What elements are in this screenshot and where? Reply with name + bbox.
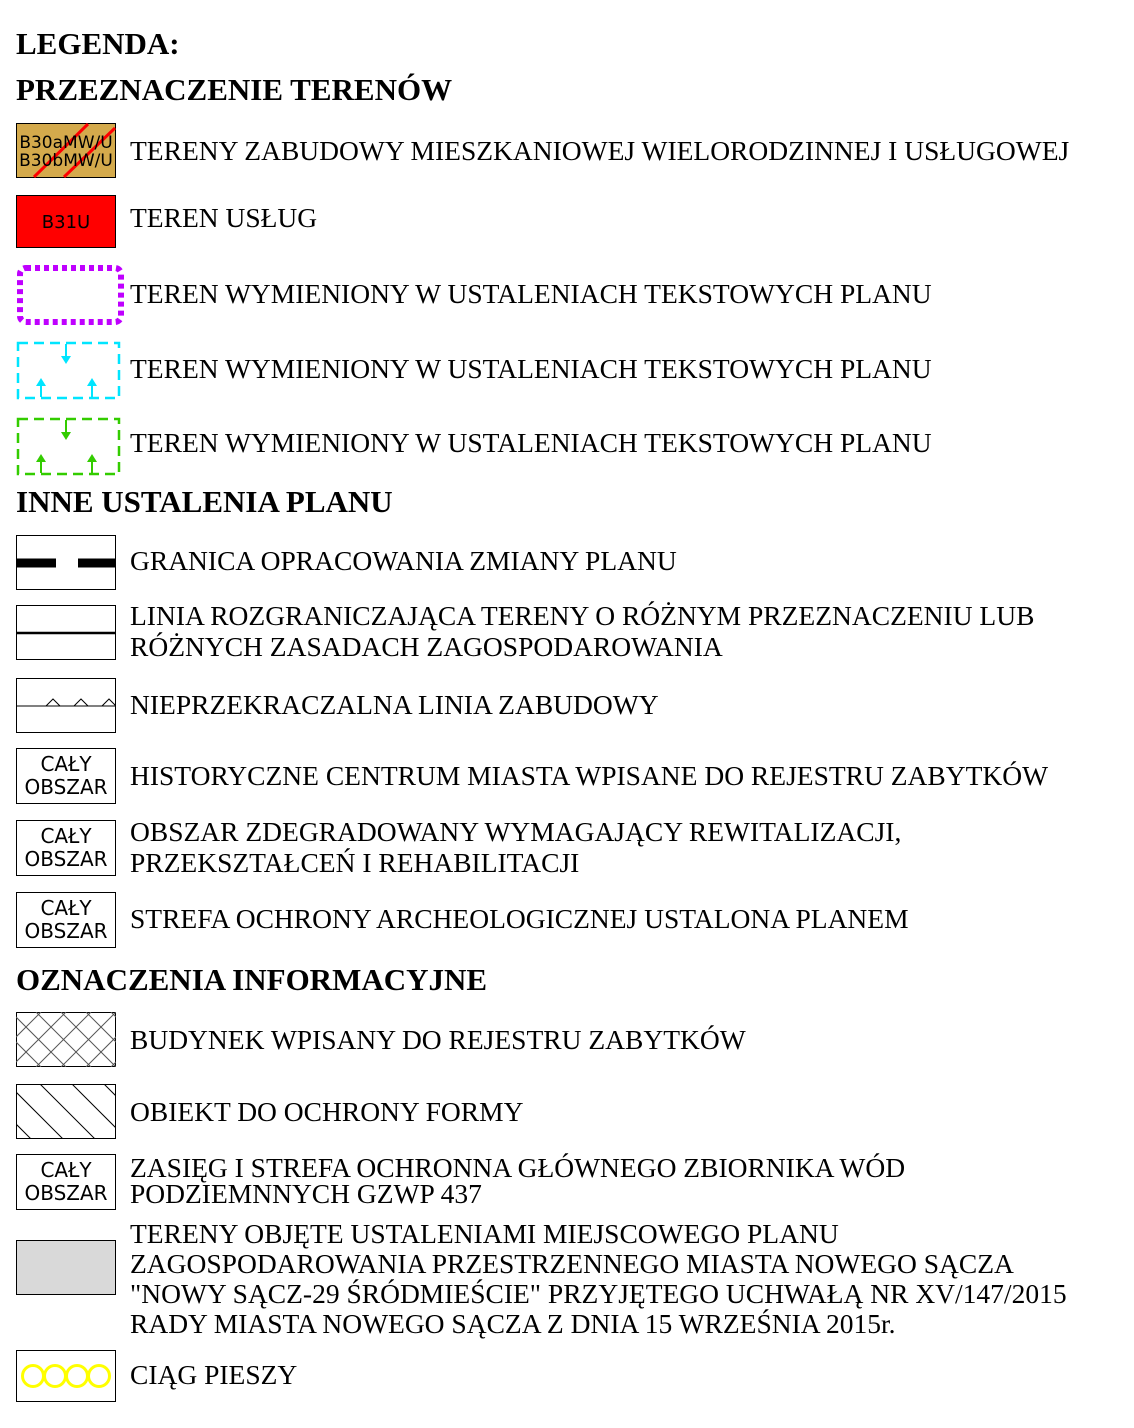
caly-obszar-symbol-3 — [16, 892, 116, 948]
label-zdegradowany — [130, 816, 901, 878]
caly-obszar-symbol-4 — [16, 1154, 116, 1210]
label-nieprzekraczalna: NIEPRZEKRACZALNA LINIA ZABUDOWY — [130, 689, 659, 720]
section-inne: INNE USTALENIA PLANU — [16, 484, 393, 519]
label-budynek: BUDYNEK WPISANY DO REJESTRU ZABYTKÓW — [130, 1024, 746, 1055]
label-obiekt: OBIEKT DO OCHRONY FORMY — [130, 1096, 524, 1127]
label-gzwp-line1: ZASIĘG I STREFA OCHRONNA GŁÓWNEGO ZBIORNIKA WÓD — [130, 1152, 906, 1183]
caly-obszar-symbol-1 — [16, 748, 116, 804]
cyan-boundary-symbol — [16, 341, 116, 401]
label-gzwp — [130, 1152, 906, 1209]
label-green: TEREN WYMIENIONY W USTALENIACH TEKSTOWYCH PLANU — [130, 427, 932, 458]
granica-symbol — [16, 535, 116, 590]
mw-code-1: B30aMW/U — [19, 133, 113, 153]
label-tereny-line2: ZAGOSPODAROWANIA PRZESTRZENNEGO MIASTA NOWEGO SĄCZA — [130, 1248, 1014, 1279]
caly-text: CAŁY — [40, 824, 92, 848]
label-tereny-line3: "NOWY SĄCZ-29 ŚRÓDMIEŚCIE" PRZYJĘTEGO UCHWAŁĄ NR XV/147/2015 — [130, 1278, 1067, 1309]
u-code: B31U — [41, 212, 91, 233]
caly-obszar-symbol-2 — [16, 820, 116, 876]
label-granica: GRANICA OPRACOWANIA ZMIANY PLANU — [130, 545, 677, 576]
linia-rozgraniczajaca-symbol — [16, 605, 116, 660]
label-zdegradowany-line1: OBSZAR ZDEGRADOWANY WYMAGAJĄCY REWITALIZACJI, — [130, 816, 902, 847]
section-przeznaczenie: PRZEZNACZENIE TERENÓW — [16, 72, 453, 107]
label-ciag: CIĄG PIESZY — [130, 1359, 298, 1390]
ciag-pieszy-symbol — [16, 1350, 116, 1402]
obszar-text: OBSZAR — [24, 919, 108, 943]
obszar-text: OBSZAR — [24, 1181, 108, 1205]
label-linia — [130, 600, 1034, 662]
mw-symbol — [16, 123, 116, 178]
u-symbol — [16, 195, 116, 248]
label-linia-line2: RÓŻNYCH ZASADACH ZAGOSPODAROWANIA — [130, 631, 723, 662]
label-mw: TERENY ZABUDOWY MIESZKANIOWEJ WIELORODZINNEJ I USŁUGOWEJ — [130, 135, 1070, 166]
label-tereny — [130, 1219, 1067, 1339]
label-tereny-line1: TERENY OBJĘTE USTALENIAMI MIEJSCOWEGO PLANU — [130, 1218, 839, 1249]
label-cyan: TEREN WYMIENIONY W USTALENIACH TEKSTOWYCH PLANU — [130, 353, 932, 384]
obiekt-ochrony-symbol — [16, 1084, 116, 1139]
caly-text: CAŁY — [40, 752, 92, 776]
section-informacyjne: OZNACZENIA INFORMACYJNE — [16, 962, 488, 997]
caly-text: CAŁY — [40, 1158, 92, 1182]
label-zdegradowany-line2: PRZEKSZTAŁCEŃ I REHABILITACJI — [130, 847, 580, 878]
label-gzwp-line2: PODZIEMNNYCH GZWP 437 — [130, 1178, 482, 1209]
nieprzekraczalna-symbol — [16, 678, 116, 733]
label-purple: TEREN WYMIENIONY W USTALENIACH TEKSTOWYCH PLANU — [130, 278, 932, 309]
obszar-text: OBSZAR — [24, 775, 108, 799]
mw-code-2: B30bMW/U — [19, 151, 113, 171]
label-linia-line1: LINIA ROZGRANICZAJĄCA TERENY O RÓŻNYM PRZEZNACZENIU LUB — [130, 600, 1035, 631]
purple-boundary-symbol — [16, 264, 116, 326]
tereny-objete-symbol — [16, 1240, 116, 1295]
legend-title: LEGENDA: — [16, 26, 180, 61]
green-boundary-symbol — [16, 417, 116, 477]
budynek-zabytkowy-symbol — [16, 1012, 116, 1067]
label-archeo: STREFA OCHRONY ARCHEOLOGICZNEJ USTALONA PLANEM — [130, 903, 909, 934]
label-u: TEREN USŁUG — [130, 202, 318, 233]
obszar-text: OBSZAR — [24, 847, 108, 871]
label-tereny-line4: RADY MIASTA NOWEGO SĄCZA Z DNIA 15 WRZEŚNIA 2015r. — [130, 1308, 896, 1339]
label-historyczne: HISTORYCZNE CENTRUM MIASTA WPISANE DO REJESTRU ZABYTKÓW — [130, 760, 1049, 791]
caly-text: CAŁY — [40, 896, 92, 920]
